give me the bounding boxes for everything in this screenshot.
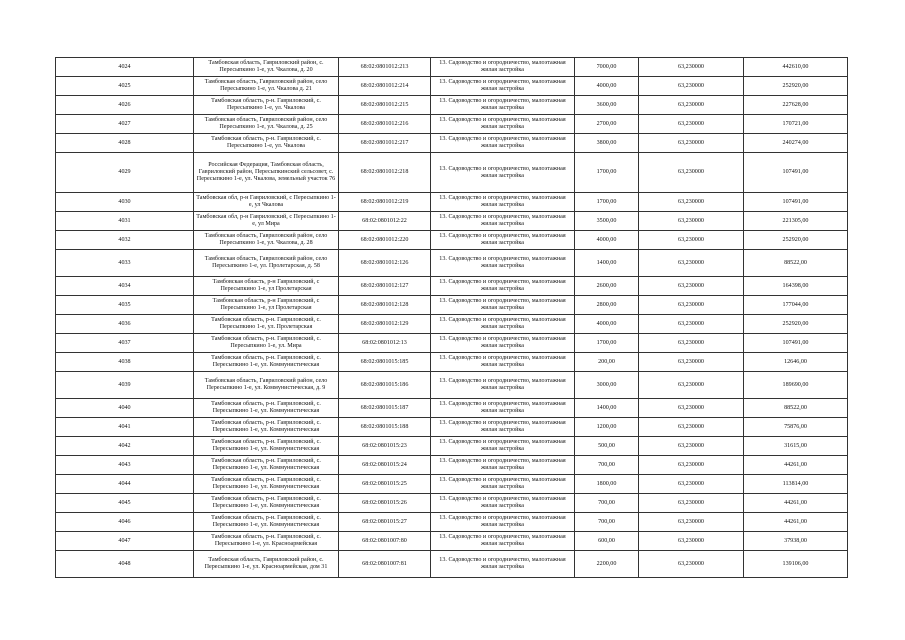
land-use-cell: 13. Садоводство и огородничество, малоэтажная жилая застройка (431, 551, 575, 578)
cadastral-value-cell: 139106,00 (744, 551, 848, 578)
table-row (56, 296, 848, 315)
specific-value-cell: 63,230000 (639, 353, 744, 372)
land-use-cell: 13. Садоводство и огородничество, малоэтажная жилая застройка (431, 231, 575, 250)
row-number-cell: 4028 (56, 134, 194, 153)
specific-value-cell: 63,230000 (639, 315, 744, 334)
address-cell: Тамбовская область, р-н. Гавриловский, с. Пересыпкино 1-е, ул. Пролетарская (194, 315, 339, 334)
address-cell: Тамбовская обл, р-н Гавриловский, с Пересыпкино 1-е, ул Чкалова (194, 193, 339, 212)
address-cell: Тамбовская область, р-н Гавриловский, с Пересыпкино 1-е, ул Пролетарская (194, 277, 339, 296)
row-number-cell: 4024 (56, 58, 194, 77)
table-row (56, 456, 848, 475)
land-use-cell: 13. Садоводство и огородничество, малоэтажная жилая застройка (431, 399, 575, 418)
area-cell: 500,00 (575, 437, 639, 456)
land-use-cell: 13. Садоводство и огородничество, малоэтажная жилая застройка (431, 58, 575, 77)
table-row (56, 250, 848, 277)
cadastral-value-cell: 240274,00 (744, 134, 848, 153)
address-cell: Тамбовская область, р-н. Гавриловский, с. Пересыпкино 1-е, ул. Коммунистическая (194, 418, 339, 437)
table-row (56, 475, 848, 494)
specific-value-cell: 63,230000 (639, 437, 744, 456)
area-cell: 1400,00 (575, 250, 639, 277)
specific-value-cell: 63,230000 (639, 96, 744, 115)
table-row (56, 399, 848, 418)
cadastral-value-cell: 12646,00 (744, 353, 848, 372)
land-use-cell: 13. Садоводство и огородничество, малоэтажная жилая застройка (431, 134, 575, 153)
land-use-cell: 13. Садоводство и огородничество, малоэтажная жилая застройка (431, 532, 575, 551)
cadastral-number-cell: 68:02:0801012:220 (339, 231, 431, 250)
land-use-cell: 13. Садоводство и огородничество, малоэтажная жилая застройка (431, 250, 575, 277)
address-cell: Тамбовская область, р-н. Гавриловский, с. Пересыпкино 1-е, ул. Коммунистическая (194, 437, 339, 456)
land-use-cell: 13. Садоводство и огородничество, малоэтажная жилая застройка (431, 212, 575, 231)
land-plots-table (55, 57, 848, 578)
cadastral-value-cell: 44261,00 (744, 456, 848, 475)
land-use-cell: 13. Садоводство и огородничество, малоэтажная жилая застройка (431, 115, 575, 134)
area-cell: 3800,00 (575, 134, 639, 153)
area-cell: 3500,00 (575, 212, 639, 231)
cadastral-value-cell: 31615,00 (744, 437, 848, 456)
table-row (56, 494, 848, 513)
address-cell: Тамбовская область, Гавриловский район, с. Пересыпкино 1-е, ул. Красноармейская, дом 31 (194, 551, 339, 578)
table-row (56, 418, 848, 437)
cadastral-value-cell: 44261,00 (744, 513, 848, 532)
cadastral-value-cell: 107491,00 (744, 153, 848, 193)
specific-value-cell: 63,230000 (639, 250, 744, 277)
specific-value-cell: 63,230000 (639, 532, 744, 551)
address-cell: Тамбовская область, р-н. Гавриловский, с. Пересыпкино 1-е, ул. Чкалова (194, 96, 339, 115)
land-use-cell: 13. Садоводство и огородничество, малоэтажная жилая застройка (431, 513, 575, 532)
area-cell: 700,00 (575, 513, 639, 532)
cadastral-value-cell: 75876,00 (744, 418, 848, 437)
table-row (56, 277, 848, 296)
row-number-cell: 4030 (56, 193, 194, 212)
table-row (56, 437, 848, 456)
cadastral-number-cell: 68:02:0801015:27 (339, 513, 431, 532)
table-row (56, 315, 848, 334)
address-cell: Тамбовская область, Гавриловский район, село Пересыпкино 1-е, ул. Чкалова, д. 28 (194, 231, 339, 250)
row-number-cell: 4042 (56, 437, 194, 456)
cadastral-number-cell: 68:02:0801015:185 (339, 353, 431, 372)
specific-value-cell: 63,230000 (639, 475, 744, 494)
cadastral-value-cell: 88522,00 (744, 250, 848, 277)
area-cell: 3600,00 (575, 96, 639, 115)
cadastral-value-cell: 177044,00 (744, 296, 848, 315)
address-cell: Тамбовская область, р-н. Гавриловский, с. Пересыпкино 1-е, ул. Красноармейская (194, 532, 339, 551)
row-number-cell: 4031 (56, 212, 194, 231)
cadastral-number-cell: 68:02:0801015:24 (339, 456, 431, 475)
cadastral-value-cell: 221305,00 (744, 212, 848, 231)
table-row (56, 513, 848, 532)
land-use-cell: 13. Садоводство и огородничество, малоэтажная жилая застройка (431, 494, 575, 513)
specific-value-cell: 63,230000 (639, 456, 744, 475)
cadastral-number-cell: 68:02:0801012:217 (339, 134, 431, 153)
row-number-cell: 4045 (56, 494, 194, 513)
specific-value-cell: 63,230000 (639, 231, 744, 250)
address-cell: Тамбовская область, р-н. Гавриловский, с. Пересыпкино 1-е, ул. Чкалова (194, 134, 339, 153)
table-row (56, 193, 848, 212)
area-cell: 4000,00 (575, 77, 639, 96)
area-cell: 1800,00 (575, 475, 639, 494)
area-cell: 4000,00 (575, 315, 639, 334)
land-use-cell: 13. Садоводство и огородничество, малоэтажная жилая застройка (431, 353, 575, 372)
specific-value-cell: 63,230000 (639, 372, 744, 399)
table-body (56, 58, 848, 578)
address-cell: Российская Федерация, Тамбовская область, Гавриловский район, Пересыпкинский сельсовет, с. Пересыпкино 1-е, ул. Чкалова, земельный участок 76 (194, 153, 339, 193)
address-cell: Тамбовская область, Гавриловский район, с. Пересыпкино 1-е, ул. Чкалова, д. 20 (194, 58, 339, 77)
specific-value-cell: 63,230000 (639, 494, 744, 513)
land-use-cell: 13. Садоводство и огородничество, малоэтажная жилая застройка (431, 96, 575, 115)
address-cell: Тамбовская область, Гавриловский район, село Пересыпкино 1-е, ул. Пролетарская, д. 58 (194, 250, 339, 277)
cadastral-value-cell: 252920,00 (744, 77, 848, 96)
land-use-cell: 13. Садоводство и огородничество, малоэтажная жилая застройка (431, 77, 575, 96)
area-cell: 1700,00 (575, 153, 639, 193)
cadastral-number-cell: 68:02:0801012:214 (339, 77, 431, 96)
row-number-cell: 4027 (56, 115, 194, 134)
area-cell: 1400,00 (575, 399, 639, 418)
address-cell: Тамбовская область, р-н. Гавриловский, с. Пересыпкино 1-е, ул. Коммунистическая (194, 475, 339, 494)
address-cell: Тамбовская область, р-н. Гавриловский, с. Пересыпкино 1-е, ул. Коммунистическая (194, 513, 339, 532)
row-number-cell: 4025 (56, 77, 194, 96)
cadastral-number-cell: 68:02:0801012:128 (339, 296, 431, 315)
table-row (56, 153, 848, 193)
cadastral-value-cell: 107491,00 (744, 193, 848, 212)
specific-value-cell: 63,230000 (639, 418, 744, 437)
land-use-cell: 13. Садоводство и огородничество, малоэтажная жилая застройка (431, 193, 575, 212)
row-number-cell: 4035 (56, 296, 194, 315)
row-number-cell: 4043 (56, 456, 194, 475)
land-use-cell: 13. Садоводство и огородничество, малоэтажная жилая застройка (431, 418, 575, 437)
table-row (56, 58, 848, 77)
cadastral-value-cell: 44261,00 (744, 494, 848, 513)
cadastral-value-cell: 252920,00 (744, 315, 848, 334)
table-row (56, 532, 848, 551)
area-cell: 700,00 (575, 456, 639, 475)
specific-value-cell: 63,230000 (639, 134, 744, 153)
specific-value-cell: 63,230000 (639, 193, 744, 212)
address-cell: Тамбовская область, р-н. Гавриловский, с. Пересыпкино 1-е, ул. Коммунистическая (194, 456, 339, 475)
address-cell: Тамбовская область, р-н. Гавриловский, с. Пересыпкино 1-е, ул. Коммунистическая (194, 494, 339, 513)
row-number-cell: 4039 (56, 372, 194, 399)
cadastral-value-cell: 252920,00 (744, 231, 848, 250)
area-cell: 600,00 (575, 532, 639, 551)
cadastral-number-cell: 68:02:0801015:187 (339, 399, 431, 418)
area-cell: 2800,00 (575, 296, 639, 315)
specific-value-cell: 63,230000 (639, 153, 744, 193)
table-row (56, 134, 848, 153)
cadastral-value-cell: 170721,00 (744, 115, 848, 134)
cadastral-value-cell: 37938,00 (744, 532, 848, 551)
row-number-cell: 4046 (56, 513, 194, 532)
table-row (56, 551, 848, 578)
cadastral-number-cell: 68:02:0801015:26 (339, 494, 431, 513)
table-row (56, 77, 848, 96)
row-number-cell: 4032 (56, 231, 194, 250)
address-cell: Тамбовская обл, р-н Гавриловский, с Пересыпкино 1-е, ул Мира (194, 212, 339, 231)
row-number-cell: 4034 (56, 277, 194, 296)
cadastral-number-cell: 68:02:0801012:13 (339, 334, 431, 353)
land-use-cell: 13. Садоводство и огородничество, малоэтажная жилая застройка (431, 372, 575, 399)
row-number-cell: 4040 (56, 399, 194, 418)
table-row (56, 353, 848, 372)
cadastral-number-cell: 68:02:0801007:81 (339, 551, 431, 578)
land-registry-sheet (55, 57, 847, 578)
area-cell: 700,00 (575, 494, 639, 513)
address-cell: Тамбовская область, Гавриловский район, село Пересыпкино 1-е, ул. Коммунистическая, д. 9 (194, 372, 339, 399)
land-use-cell: 13. Садоводство и огородничество, малоэтажная жилая застройка (431, 437, 575, 456)
cadastral-value-cell: 227628,00 (744, 96, 848, 115)
specific-value-cell: 63,230000 (639, 58, 744, 77)
cadastral-number-cell: 68:02:0801015:188 (339, 418, 431, 437)
cadastral-value-cell: 164398,00 (744, 277, 848, 296)
address-cell: Тамбовская область, р-н. Гавриловский, с. Пересыпкино 1-е, ул. Коммунистическая (194, 353, 339, 372)
row-number-cell: 4026 (56, 96, 194, 115)
area-cell: 1700,00 (575, 193, 639, 212)
table-row (56, 212, 848, 231)
cadastral-number-cell: 68:02:0801012:216 (339, 115, 431, 134)
cadastral-number-cell: 68:02:0801015:23 (339, 437, 431, 456)
specific-value-cell: 63,230000 (639, 212, 744, 231)
table-row (56, 115, 848, 134)
address-cell: Тамбовская область, р-н Гавриловский, с Пересыпкино 1-е, ул Пролетарская (194, 296, 339, 315)
address-cell: Тамбовская область, р-н. Гавриловский, с. Пересыпкино 1-е, ул. Коммунистическая (194, 399, 339, 418)
row-number-cell: 4029 (56, 153, 194, 193)
address-cell: Тамбовская область, р-н. Гавриловский, с. Пересыпкино 1-е, ул. Мира (194, 334, 339, 353)
land-use-cell: 13. Садоводство и огородничество, малоэтажная жилая застройка (431, 475, 575, 494)
specific-value-cell: 63,230000 (639, 296, 744, 315)
cadastral-number-cell: 68:02:0801012:127 (339, 277, 431, 296)
cadastral-number-cell: 68:02:0801012:213 (339, 58, 431, 77)
table-row (56, 96, 848, 115)
row-number-cell: 4038 (56, 353, 194, 372)
specific-value-cell: 63,230000 (639, 513, 744, 532)
cadastral-number-cell: 68:02:0801012:215 (339, 96, 431, 115)
land-use-cell: 13. Садоводство и огородничество, малоэтажная жилая застройка (431, 315, 575, 334)
specific-value-cell: 63,230000 (639, 551, 744, 578)
cadastral-number-cell: 68:02:0801015:186 (339, 372, 431, 399)
row-number-cell: 4041 (56, 418, 194, 437)
cadastral-value-cell: 442610,00 (744, 58, 848, 77)
row-number-cell: 4048 (56, 551, 194, 578)
land-use-cell: 13. Садоводство и огородничество, малоэтажная жилая застройка (431, 456, 575, 475)
cadastral-value-cell: 113814,00 (744, 475, 848, 494)
cadastral-number-cell: 68:02:0801012:218 (339, 153, 431, 193)
land-use-cell: 13. Садоводство и огородничество, малоэтажная жилая застройка (431, 153, 575, 193)
cadastral-value-cell: 189690,00 (744, 372, 848, 399)
area-cell: 2600,00 (575, 277, 639, 296)
row-number-cell: 4047 (56, 532, 194, 551)
specific-value-cell: 63,230000 (639, 115, 744, 134)
area-cell: 1200,00 (575, 418, 639, 437)
cadastral-value-cell: 107491,00 (744, 334, 848, 353)
row-number-cell: 4033 (56, 250, 194, 277)
cadastral-number-cell: 68:02:0801012:219 (339, 193, 431, 212)
area-cell: 4000,00 (575, 231, 639, 250)
area-cell: 1700,00 (575, 334, 639, 353)
cadastral-number-cell: 68:02:0801015:25 (339, 475, 431, 494)
address-cell: Тамбовская область, Гавриловский район, село Пересыпкино 1-е, ул. Чкалова д. 21 (194, 77, 339, 96)
table-row (56, 334, 848, 353)
area-cell: 2200,00 (575, 551, 639, 578)
specific-value-cell: 63,230000 (639, 77, 744, 96)
land-use-cell: 13. Садоводство и огородничество, малоэтажная жилая застройка (431, 277, 575, 296)
area-cell: 200,00 (575, 353, 639, 372)
specific-value-cell: 63,230000 (639, 277, 744, 296)
area-cell: 7000,00 (575, 58, 639, 77)
cadastral-number-cell: 68:02:0801012:126 (339, 250, 431, 277)
cadastral-number-cell: 68:02:0801012:22 (339, 212, 431, 231)
area-cell: 3000,00 (575, 372, 639, 399)
area-cell: 2700,00 (575, 115, 639, 134)
land-use-cell: 13. Садоводство и огородничество, малоэтажная жилая застройка (431, 296, 575, 315)
table-row (56, 231, 848, 250)
cadastral-number-cell: 68:02:0801012:129 (339, 315, 431, 334)
row-number-cell: 4037 (56, 334, 194, 353)
address-cell: Тамбовская область, Гавриловский район, село Пересыпкино 1-е, ул. Чкалова, д. 25 (194, 115, 339, 134)
land-use-cell: 13. Садоводство и огородничество, малоэтажная жилая застройка (431, 334, 575, 353)
cadastral-value-cell: 88522,00 (744, 399, 848, 418)
cadastral-number-cell: 68:02:0801007:80 (339, 532, 431, 551)
table-row (56, 372, 848, 399)
specific-value-cell: 63,230000 (639, 399, 744, 418)
row-number-cell: 4036 (56, 315, 194, 334)
specific-value-cell: 63,230000 (639, 334, 744, 353)
row-number-cell: 4044 (56, 475, 194, 494)
